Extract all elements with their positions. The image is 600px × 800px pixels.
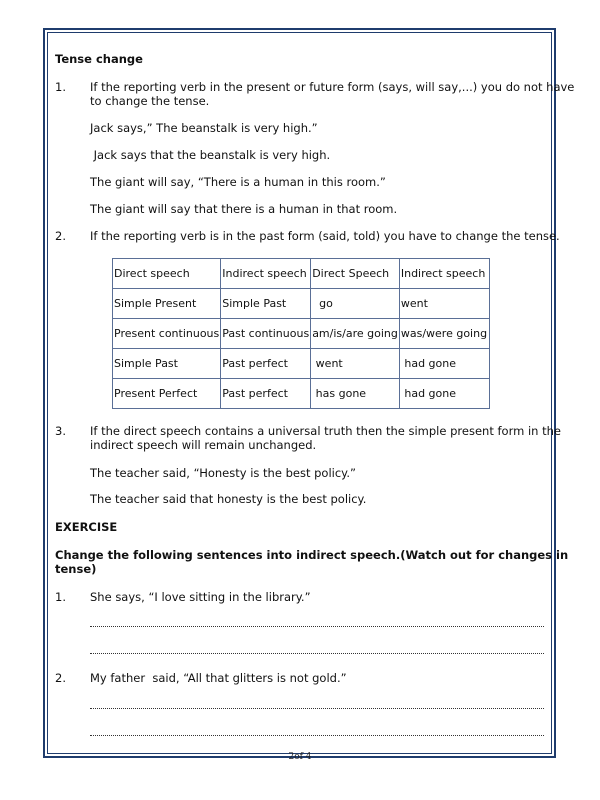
page-number: 2of 4 — [288, 752, 312, 762]
table-row — [113, 349, 490, 379]
table-cell: was/were going — [399, 319, 489, 349]
table-cell: Simple Present — [113, 289, 221, 319]
table-cell: Past perfect — [221, 379, 311, 409]
table-cell: Simple Past — [221, 289, 311, 319]
rule-text: If the direct speech contains a universal truth then the simple present form in the — [90, 424, 561, 438]
answer-line[interactable] — [90, 651, 544, 654]
example-sentence: Jack says,” The beanstalk is very high.” — [90, 121, 318, 135]
table-row — [113, 289, 490, 319]
table-cell: Simple Past — [113, 349, 221, 379]
exercise-number: 2. — [55, 671, 66, 685]
table-cell: had gone — [399, 379, 489, 409]
table-cell: Present Perfect — [113, 379, 221, 409]
rule-number: 2. — [55, 229, 66, 243]
rule-text: If the reporting verb in the present or future form (says, will say,...) you do not have — [90, 80, 575, 94]
table-cell: Past continuous — [221, 319, 311, 349]
table-cell: Past perfect — [221, 349, 311, 379]
rule-number: 3. — [55, 424, 66, 438]
table-cell: Direct speech — [113, 259, 221, 289]
table-cell: has gone — [311, 379, 400, 409]
example-sentence: The giant will say that there is a human in that room. — [90, 202, 398, 216]
exercise-instruction: tense) — [55, 562, 97, 576]
table-cell: Present continuous — [113, 319, 221, 349]
table-row — [113, 319, 490, 349]
rule-number: 1. — [55, 80, 66, 94]
rule-text: If the reporting verb is in the past form (said, told) you have to change the tense. — [90, 229, 560, 243]
exercise-sentence: My father said, “All that glitters is not gold.” — [90, 671, 347, 685]
table-cell: Indirect speech — [399, 259, 489, 289]
rule-text: to change the tense. — [90, 94, 210, 108]
example-sentence: The giant will say, “There is a human in this room.” — [90, 175, 386, 189]
exercise-title: EXERCISE — [55, 520, 118, 534]
table-row — [113, 379, 490, 409]
table-cell: went — [399, 289, 489, 319]
table-cell: am/is/are going — [311, 319, 400, 349]
rule-text: indirect speech will remain unchanged. — [90, 438, 317, 452]
answer-line[interactable] — [90, 733, 544, 736]
example-sentence: Jack says that the beanstalk is very high. — [90, 148, 331, 162]
table-cell: go — [311, 289, 400, 319]
answer-line[interactable] — [90, 706, 544, 709]
table-cell: had gone — [399, 349, 489, 379]
example-sentence: The teacher said, “Honesty is the best policy.” — [90, 466, 356, 480]
table-row — [113, 259, 490, 289]
table-cell: Indirect speech — [221, 259, 311, 289]
table-cell: went — [311, 349, 400, 379]
exercise-sentence: She says, “I love sitting in the library.” — [90, 590, 311, 604]
exercise-instruction: Change the following sentences into indirect speech.(Watch out for changes in — [55, 548, 569, 562]
tense-table — [112, 258, 490, 409]
answer-line[interactable] — [90, 624, 544, 627]
table-cell: Direct Speech — [311, 259, 400, 289]
example-sentence: The teacher said that honesty is the best policy. — [90, 492, 367, 506]
exercise-number: 1. — [55, 590, 66, 604]
section-heading: Tense change — [55, 52, 143, 66]
